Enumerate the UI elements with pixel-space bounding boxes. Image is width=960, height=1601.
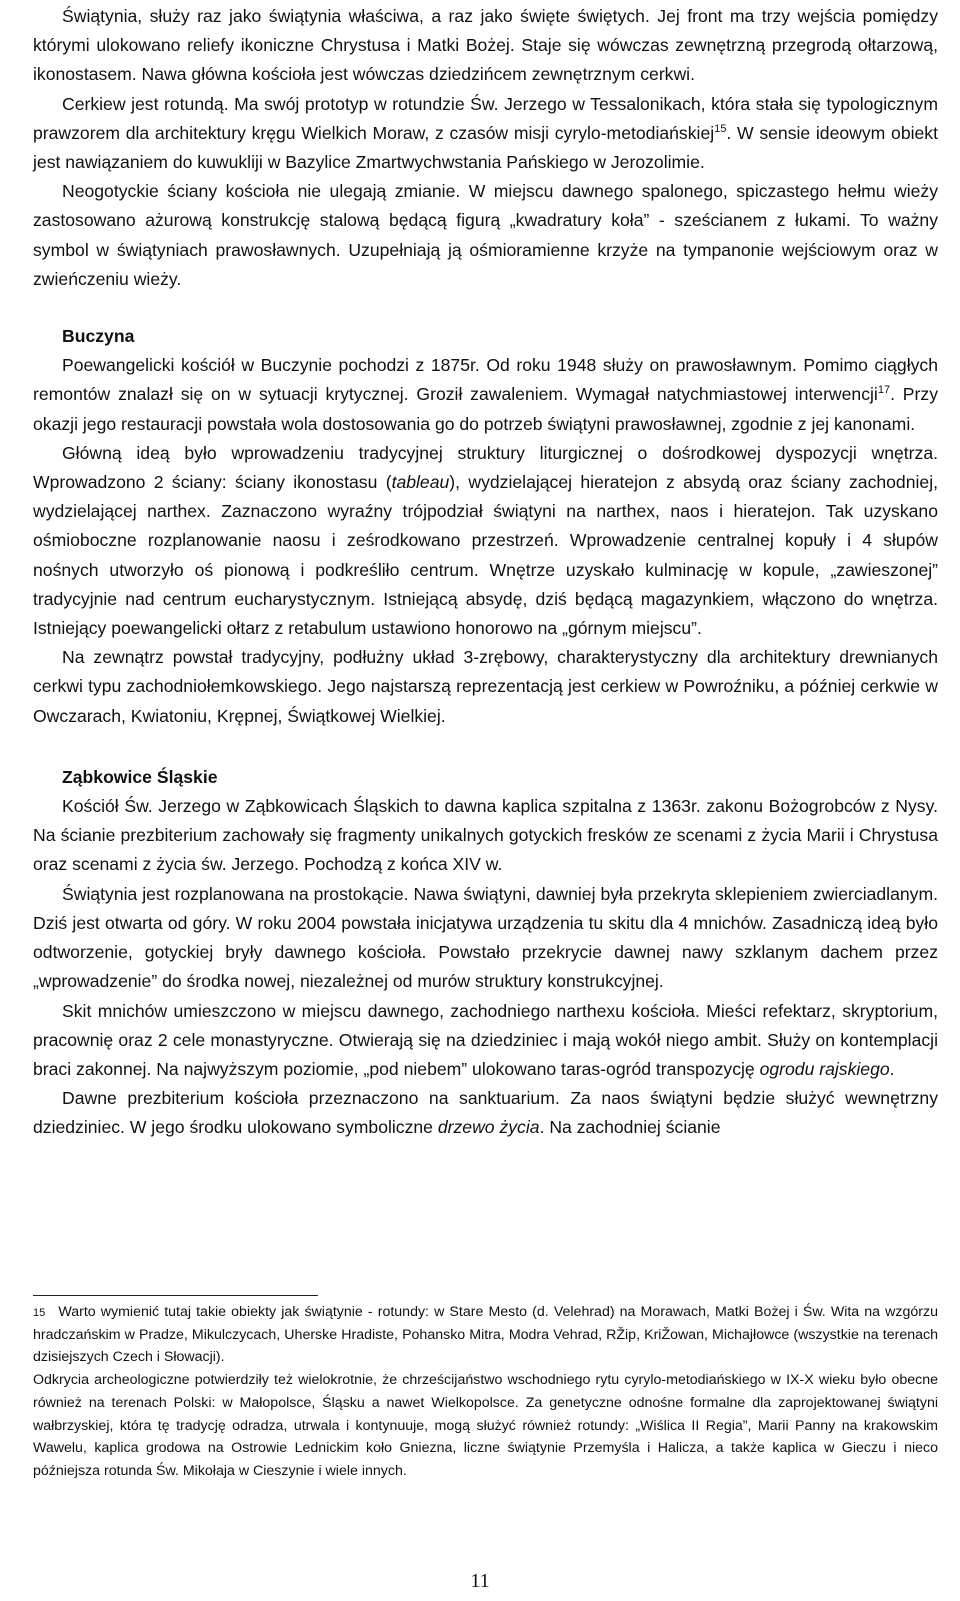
- buczyna-paragraph-1-text-b: . Przy okazji jego restauracji powstała wola dostosowania go do potrzeb świątyni prawosławnej, zgodnie z jej kanonami.: [33, 384, 938, 434]
- buczyna-paragraph-2: [33, 439, 938, 643]
- intro-paragraph-3: Neogotyckie ściany kościoła nie ulegają zmianie. W miejscu dawnego spalonego, spiczastego hełmu wieży zastosowano ażurową konstrukcję stalową będącą figurą „kwadratury koła” - sześcianem z łukami. To ważny symbol w świątyniach prawosławnych. Uzupełniają ją ośmioramienne krzyże na tympanonie wejściowym oraz w zwieńczeniu wieży.: [33, 181, 938, 289]
- footnote-ref-15[interactable]: 15: [714, 122, 727, 135]
- zabkowice-paragraph-3-text-b: .: [889, 1058, 895, 1079]
- footnote-separator: [33, 1295, 318, 1296]
- section-heading-buczyna: Buczyna: [62, 326, 135, 347]
- footnote-15-number: 15: [33, 1307, 46, 1319]
- buczyna-paragraph-3: Na zewnątrz powstał tradycyjny, podłużny układ 3-zrębowy, charakterystyczny dla architektury drewnianych cerkwi typu zachodniołemkowskiego. Jego najstarszą reprezentacją jest cerkiew w Powroźniku, a później cerkwie w Owczarach, Kwiatoniu, Krępnej, Świątkowej Wielkiej.: [33, 647, 938, 726]
- footnote-15-continuation: Odkrycia archeologiczne potwierdziły też wielokrotnie, że chrześcijaństwo wschodniego rytu cyrylo-metodiańskiego w IX-X wieku było obecne również na terenach Polski: w Małopolsce, Śląsku a nawet Wielkopolsce. Za genetyczne odnośne formalne dla zaprojektowanej świątyni wałbrzyskiej, która tę tradycję odradza, utrwala i kontynuuje, mogą służyć również rotundy: „Wiślica II Regia”, Marii Panny na krakowskim Wawelu, kaplica grodowa na Ostrowie Lednickim koło Gniezna, liczne świątynie Przemyśla i Halicza, a także kaplica w Gieczu i nieco późniejsza rotunda Św. Mikołaja w Cieszynie i wiele innych.: [33, 1372, 938, 1479]
- footnotes: [33, 1301, 938, 1483]
- buczyna-paragraph-2-italic: tableau: [391, 472, 450, 493]
- zabkowice-paragraph-3: [33, 997, 938, 1085]
- section-spacer: [33, 294, 938, 322]
- intro-paragraph-2-text-b: . W sensie ideowym obiekt jest nawiązaniem do kuwukliji w Bazylice Zmartwychwstania Pańskiego w Jerozolimie.: [33, 122, 938, 173]
- zabkowice-paragraph-4-text-a: Dawne prezbiterium kościoła przeznaczono na sanktuarium. Za naos świątyni będzie służyć wewnętrzny dziedziniec. W jego środku ulokowano symboliczne: [33, 1088, 938, 1138]
- buczyna-paragraph-1-text-a: Poewangelicki kościół w Buczynie pochodzi z 1875r. Od roku 1948 służy on prawosławnym. Pomimo ciągłych remontów znalazł się on w sytuacji krytycznej. Groził zawaleniem. Wymagał natychmiastowej interwencji: [33, 355, 938, 405]
- zabkowice-paragraph-3-italic: ogrodu rajskiego: [759, 1058, 890, 1079]
- intro-paragraph-2-text-a: Cerkiew jest rotundą. Ma swój prototyp w rotundzie Św. Jerzego w Tessalonikach, która stała się typologicznym prawzorem dla architektury kręgu Wielkich Moraw, z czasów misji cyrylo-metodiańskiej: [33, 93, 938, 143]
- section-spacer: [33, 731, 938, 763]
- buczyna-paragraph-2-text-a: Główną ideą było wprowadzeniu tradycyjnej struktury liturgicznej o dośrodkowej dyspozycji wnętrza. Wprowadzono 2 ściany: ściany ikonostasu (: [33, 442, 938, 493]
- buczyna-paragraph-2-text-b: ), wydzielającej hieratejon z absydą oraz ściany zachodniej, wydzielającej narthex. Zaznaczono wyraźny trójpodział świątyni na narthex, naos i hieratejon. Tak uzyskano ośmioboczne rozplanowanie naosu i ześrodkowano przestrzeń. Wprowadzenie centralnej kopuły i 4 słupów nośnych utworzyło oś pionową i podkreśliło centrum. Wnętrze uzyskało kulminację w kopule, „zawieszonej” tradycyjnie nad centrum eucharystycznym. Istniejącą absydę, dziś będącą magazynkiem, włączono do wnętrza. Istniejący poewangelicki ołtarz z retabulum ustawiono honorowo na „górnym miejscu”.: [33, 472, 938, 639]
- intro-paragraph-1: Świątynia, służy raz jako świątynia właściwa, a raz jako święte świętych. Jej front ma trzy wejścia pomiędzy którymi ulokowano reliefy ikoniczne Chrystusa i Matki Bożej. Staje się wówczas zewnętrzną przegrodą ołtarzową, ikonostasem. Nawa główna kościoła jest wówczas dziedzińcem zewnętrznym cerkwi.: [33, 6, 938, 85]
- footnote-15-text: Warto wymienić tutaj takie obiekty jak świątynie - rotundy: w Stare Mesto (d. Velehrad) na Morawach, Matki Bożej i Św. Wita na wzgórzu hradczańskim w Pradze, Mikulczycach, Uherske Hradiste, Pohansko Mitra, Modra Vehrad, RŽip, KriŽowan, Michajłowce (wszystkie na terenach dzisiejszych Czech i Słowacji).: [33, 1304, 938, 1366]
- zabkowice-paragraph-1: Kościół Św. Jerzego w Ząbkowicach Śląskich to dawna kaplica szpitalna z 1363r. zakonu Bożogrobców z Nysy. Na ścianie prezbiterium zachowały się fragmenty unikalnych gotyckich fresków ze scenami z życia Marii i Chrystusa oraz scenami z życia św. Jerzego. Pochodzą z końca XIV w.: [33, 796, 938, 875]
- footnote-15: [33, 1301, 938, 1369]
- intro-paragraph-2: [33, 90, 938, 178]
- zabkowice-paragraph-3-text-a: Skit mnichów umieszczono w miejscu dawnego, zachodniego narthexu kościoła. Mieści refektarz, skryptorium, pracownię oraz 2 cele monastyryczne. Otwierają się na dziedziniec i mają wokół niego ambit. Służy on kontemplacji braci zakonnej. Na najwyższym poziomie, „pod niebem” ulokowano taras-ogród transpozycję: [33, 1000, 938, 1079]
- zabkowice-paragraph-2: Świątynia jest rozplanowana na prostokącie. Nawa świątyni, dawniej była przekryta sklepieniem zwierciadlanym. Dziś jest otwarta od góry. W roku 2004 powstała inicjatywa urządzenia tu skitu dla 4 mnichów. Zasadniczą ideą było odtworzenie, gotyckiej bryły dawnego kościoła. Powstało przekrycie dawnej nawy szklanym dachem przez „wprowadzenie” do środka nowej, niezależnej od murów struktury konstrukcyjnej.: [33, 883, 938, 992]
- document-body: [33, 2, 938, 1143]
- zabkowice-paragraph-4: [33, 1084, 938, 1142]
- footnote-ref-17[interactable]: 17: [877, 384, 891, 397]
- buczyna-paragraph-1: [33, 351, 938, 439]
- zabkowice-paragraph-4-text-b: . Na zachodniej ścianie: [539, 1117, 721, 1138]
- page-number: 11: [470, 1570, 490, 1592]
- section-heading-zabkowice: Ząbkowice Śląskie: [62, 766, 218, 787]
- zabkowice-paragraph-4-italic: drzewo życia: [437, 1117, 540, 1138]
